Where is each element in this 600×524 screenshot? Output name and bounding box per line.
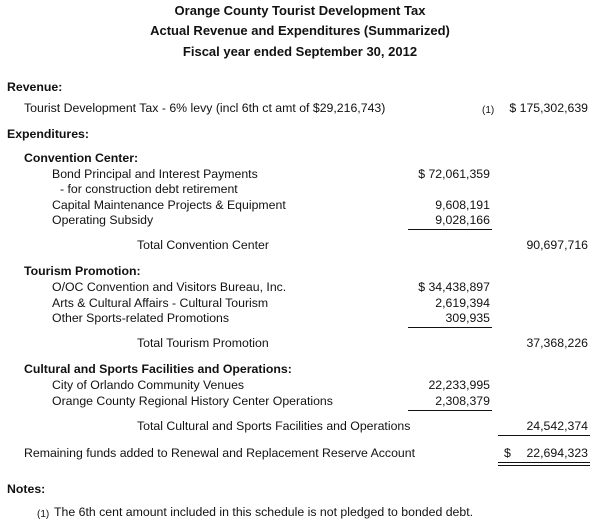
expenditures-heading: Expenditures: [7,127,89,141]
grand-total-rule-1 [498,462,590,463]
tp-item-label: Arts & Cultural Affairs - Cultural Tourism [52,296,269,310]
revenue-note-ref: (1) [482,105,495,116]
note-text: The 6th cent amount included in this schedule is not pledged to bonded debt. [54,505,474,519]
cc-item-label: - for construction debt retirement [60,182,238,196]
tp-item-amount: $ 34,438,897 [418,280,490,294]
cc-item-label: Bond Principal and Interest Payments [52,167,258,181]
tp-subtotal-rule [408,327,492,328]
expenditures-total-rule [498,435,590,436]
revenue-heading: Revenue: [7,80,63,94]
revenue-label: Tourist Development Tax - 6% levy (incl 6th ct amt of $29,216,743) [24,101,386,115]
cc-item-label: Capital Maintenance Projects & Equipment [52,198,286,212]
cc-item-amount: $ 72,061,359 [418,167,490,181]
notes-heading: Notes: [7,482,46,496]
note-ref: (1) [37,509,50,520]
remaining-funds-amount: 22,694,323 [526,446,588,460]
cc-total-label: Total Convention Center [137,238,269,252]
grand-total-rule-2 [498,465,590,466]
cc-item-amount: 9,608,191 [435,198,490,212]
cs-total-amount: 24,542,374 [526,419,588,433]
tp-total-amount: 37,368,226 [526,336,588,350]
cs-subtotal-rule [408,410,492,411]
remaining-funds-dollar: $ [504,446,511,460]
cs-total-label: Total Cultural and Sports Facilities and Operations [137,419,411,433]
remaining-funds-label: Remaining funds added to Renewal and Replacement Reserve Account [24,446,416,460]
tp-item-label: O/OC Convention and Visitors Bureau, Inc. [52,280,287,294]
tp-item-label: Other Sports-related Promotions [52,311,230,325]
revenue-amount: $ 175,302,639 [509,101,588,115]
cc-total-amount: 90,697,716 [526,238,588,252]
tp-total-label: Total Tourism Promotion [137,336,269,350]
cs-item-label: Orange County Regional History Center Operations [52,394,333,408]
tourism-promotion-heading: Tourism Promotion: [24,264,141,278]
convention-center-heading: Convention Center: [24,151,139,165]
cc-subtotal-rule [408,229,492,230]
report-period: Fiscal year ended September 30, 2012 [182,44,418,59]
cs-item-label: City of Orlando Community Venues [52,378,245,392]
cc-item-amount: 9,028,166 [435,213,490,227]
cultural-sports-heading: Cultural and Sports Facilities and Operations: [24,362,292,376]
cs-item-amount: 22,233,995 [428,378,490,392]
cs-item-amount: 2,308,379 [435,394,490,408]
report-title: Orange County Tourist Development Tax [174,3,426,18]
cc-item-label: Operating Subsidy [52,213,154,227]
tp-item-amount: 2,619,394 [435,296,490,310]
report-subtitle: Actual Revenue and Expenditures (Summarized) [150,23,450,38]
tp-item-amount: 309,935 [445,311,490,325]
